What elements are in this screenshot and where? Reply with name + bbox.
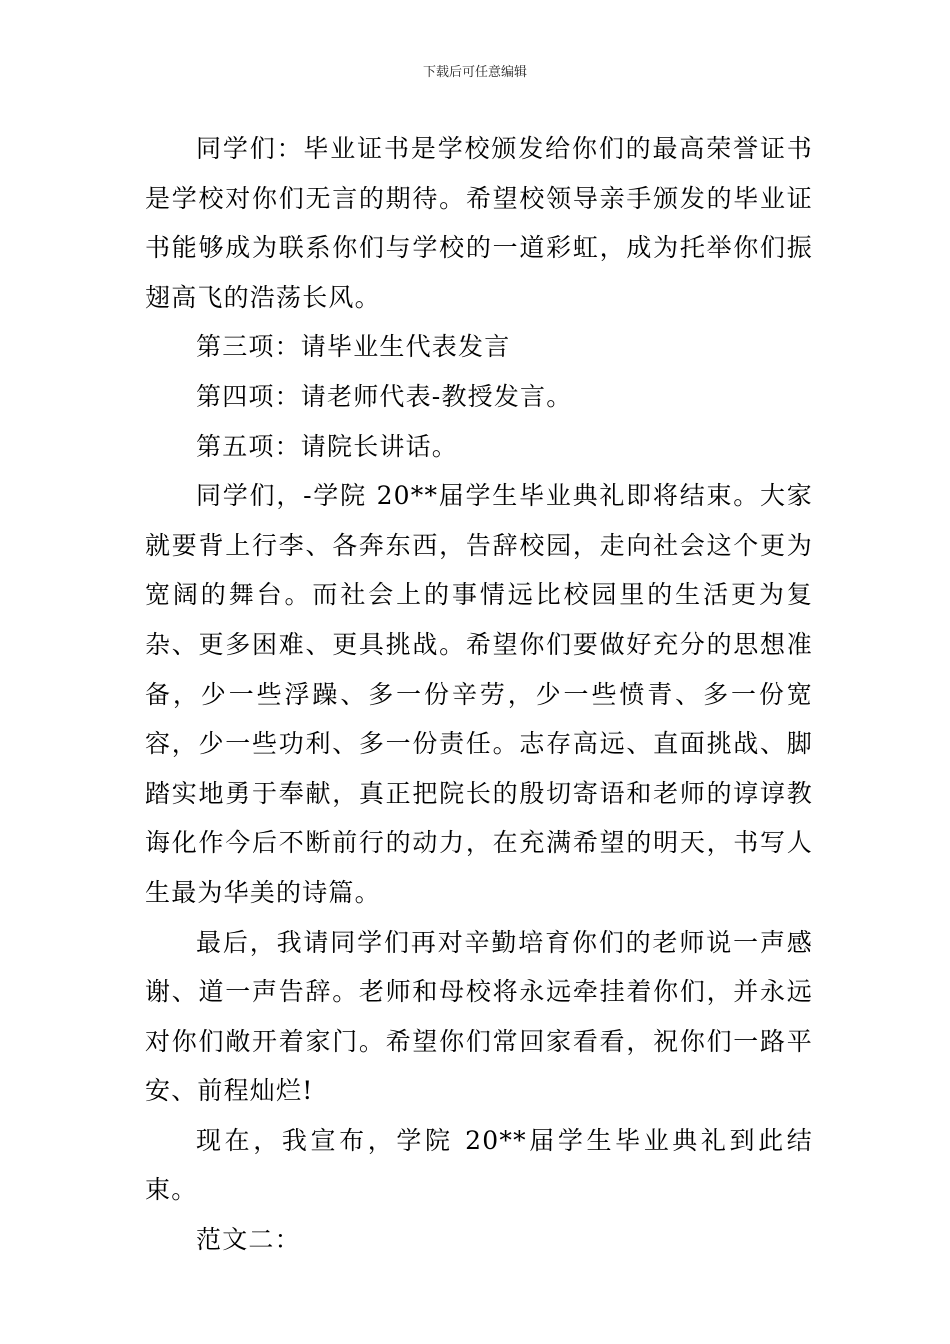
paragraph-ceremony-closing: 同学们，-学院 20**届学生毕业典礼即将结束。大家就要背上行李、各奔东西，告辞校园，走向社会这个更为宽阔的舞台。而社会上的事情远比校园里的生活更为复杂、更多困难、更具挑战。希望你们要做好充分的思想准备，少一些浮躁、多一份辛劳，少一些愤青、多一份宽容，少一些功利、多一份责任。志存高远、直面挑战、脚踏实地勇于奉献，真正把院长的殷切寄语和老师的谆谆教诲化作今后不断前行的动力，在充满希望的明天，书写人生最为华美的诗篇。	[145, 481, 813, 907]
paragraph-item-three: 第三项：请毕业生代表发言	[196, 332, 511, 362]
paragraph-certificate: 同学们：毕业证书是学校颁发给你们的最高荣誉证书是学校对你们无言的期待。希望校领导亲手颁发的毕业证书能够成为联系你们与学校的一道彩虹，成为托举你们振翅高飞的浩荡长风。	[145, 134, 813, 312]
paragraph-sample-two: 范文二：	[196, 1225, 301, 1255]
page-header-note: 下载后可任意编辑	[422, 65, 527, 80]
document-body	[145, 124, 813, 1265]
paragraph-final-thanks: 最后，我请同学们再对辛勤培育你们的老师说一声感谢、道一声告辞。老师和母校将永远牵挂着你们，并永远对你们敞开着家门。希望你们常回家看看，祝你们一路平安、前程灿烂!	[145, 927, 813, 1106]
paragraph-announcement: 现在，我宣布，学院 20**届学生毕业典礼到此结束。	[145, 1125, 813, 1205]
paragraph-item-four: 第四项：请老师代表-教授发言。	[196, 381, 573, 411]
paragraph-item-five: 第五项：请院长讲话。	[196, 431, 459, 461]
